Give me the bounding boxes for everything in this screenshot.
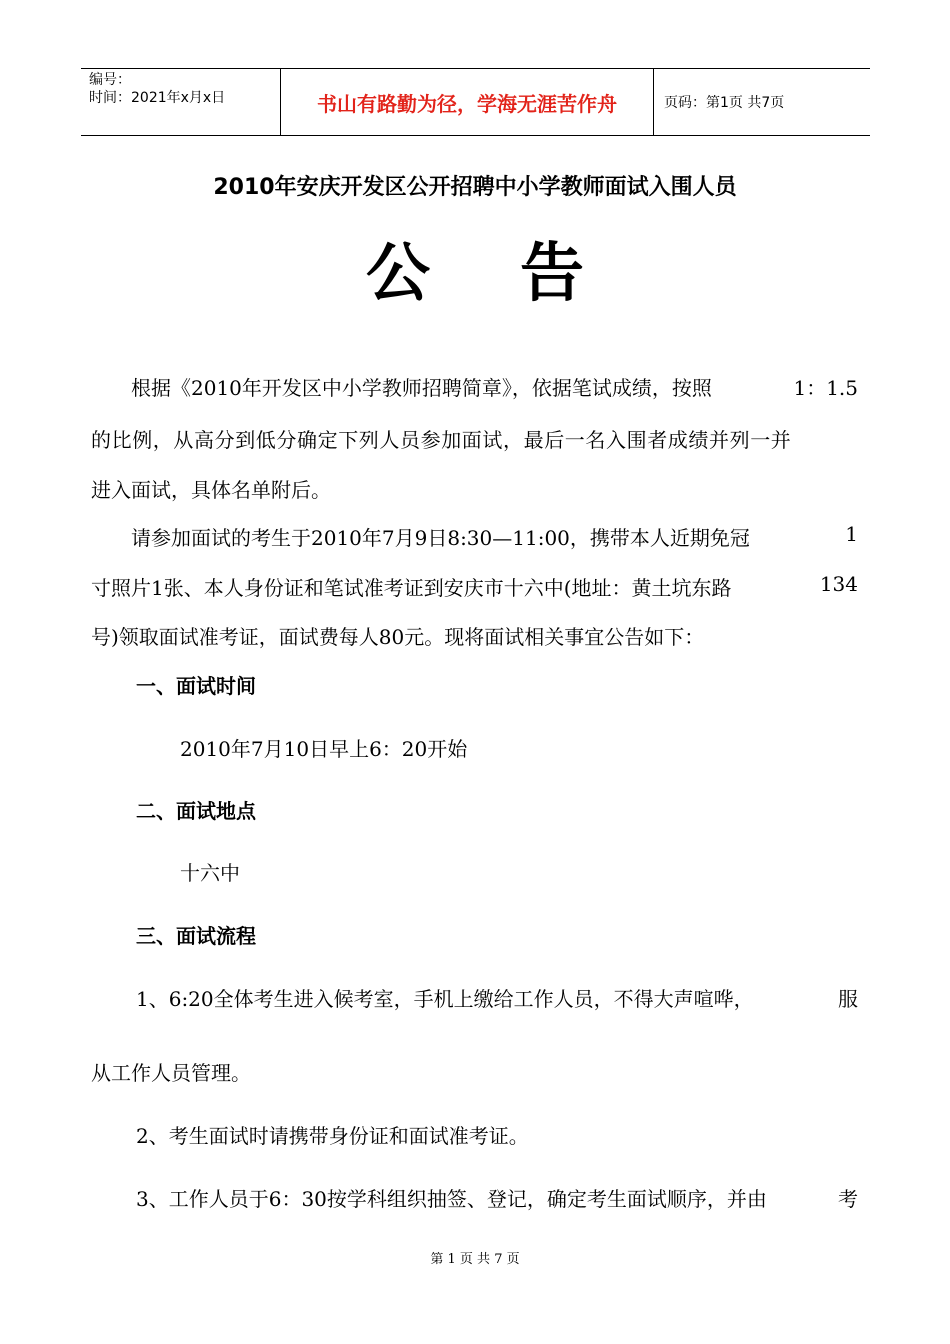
section3-heading: 三、面试流程 <box>136 924 256 948</box>
para2-line2: 寸照片1张、本人身份证和笔试准考证到安庆市十六中(地址：黄土坑东路 134 <box>91 572 858 600</box>
para1-line3: 进入面试，具体名单附后。 <box>91 478 331 502</box>
page-footer: 第 1 页 共 7 页 <box>430 1252 520 1267</box>
section3-item3: 3、工作人员于6：30按学科组织抽签、登记，确定考生面试顺序，并由 考 <box>136 1187 858 1211</box>
header-page-info: 页码：第1页 共7页 <box>664 95 785 111</box>
header-motto: 书山有路勤为径，学海无涯苦作舟 <box>281 69 654 135</box>
header-meta <box>81 69 281 135</box>
header-number: 编号： <box>89 72 131 88</box>
para1-line2: 的比例，从高分到低分确定下列人员参加面试，最后一名入围者成绩并列一并 <box>91 428 792 452</box>
document-title: 2010年安庆开发区公开招聘中小学教师面试入围人员 <box>213 175 737 200</box>
section2-body: 十六中 <box>180 861 240 885</box>
section1-heading: 一、面试时间 <box>136 674 256 698</box>
section1-body: 2010年7月10日早上6：20开始 <box>180 737 468 761</box>
para2-line1: 请参加面试的考生于2010年7月9日8:30—11:00，携带本人近期免冠 1 <box>131 522 858 550</box>
header-table <box>81 68 870 136</box>
para1-line1: 根据《2010年开发区中小学教师招聘简章》，依据笔试成绩，按照 1：1.5 <box>131 376 858 400</box>
section3-item2: 2、考生面试时请携带身份证和面试准考证。 <box>136 1124 529 1148</box>
header-time: 时间：2021年x月x日 <box>89 90 226 106</box>
para2-line3: 号)领取面试准考证，面试费每人80元。现将面试相关事宜公告如下： <box>91 625 705 649</box>
section2-heading: 二、面试地点 <box>136 799 256 823</box>
section3-item1-cont: 从工作人员管理。 <box>91 1061 251 1085</box>
document-big-title: 公告 <box>366 237 674 311</box>
section3-item1: 1、6:20全体考生进入候考室，手机上缴给工作人员，不得大声喧哗， 服 <box>136 987 858 1011</box>
